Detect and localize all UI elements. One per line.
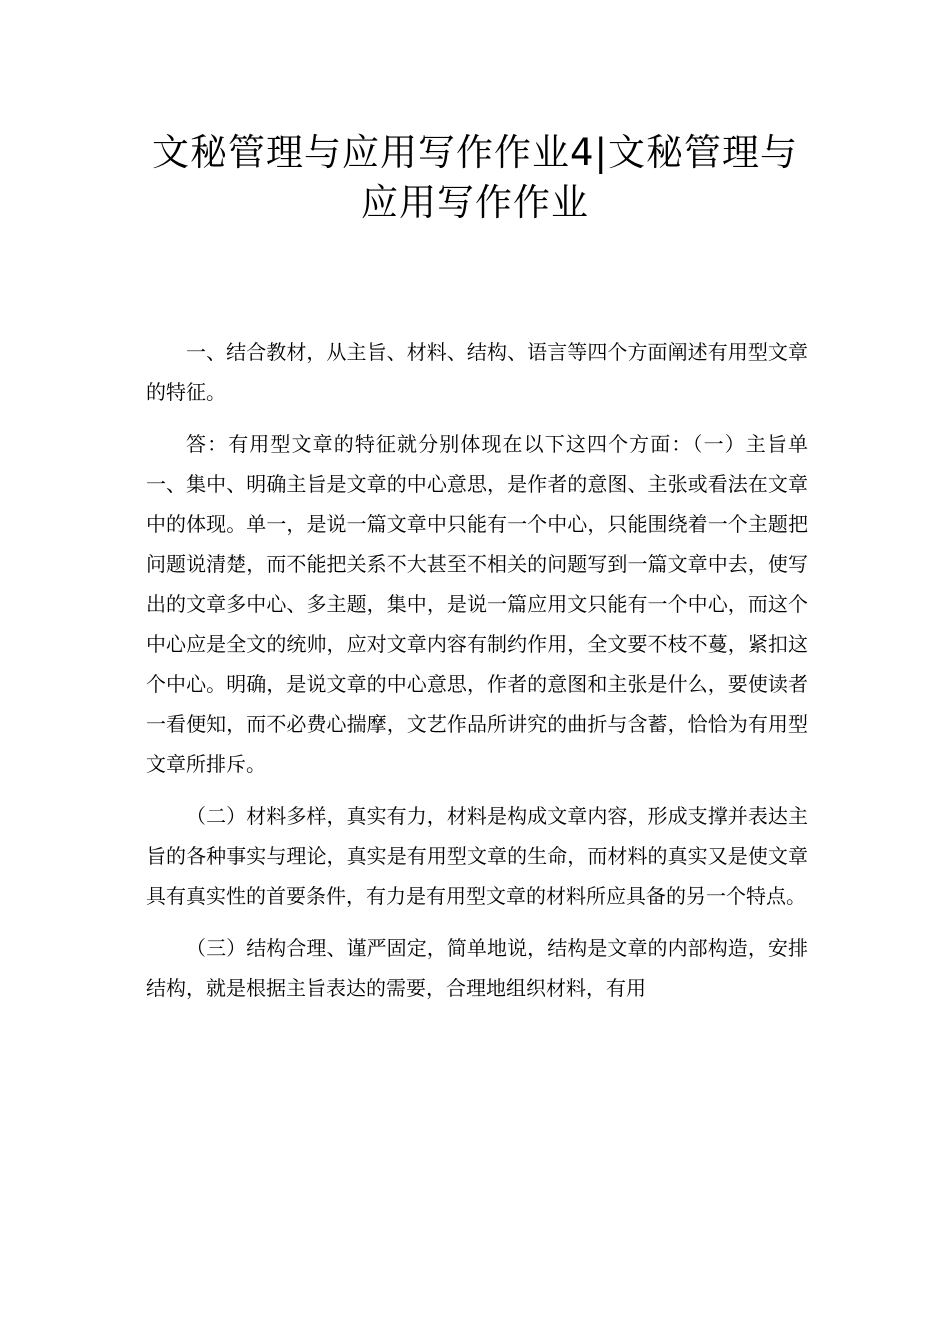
paragraph-materials: （二）材料多样，真实有力，材料是构成文章内容，形成支撑并表达主旨的各种事实与理论，真实是有用型文章的生命，而材料的真实又是使文章具有真实性的首要条件，有力是有用型文章的材料所应具备的另一个特点。 bbox=[146, 804, 808, 908]
document-body bbox=[146, 332, 808, 1020]
paragraph-question: 一、结合教材，从主旨、材料、结构、语言等四个方面阐述有用型文章的特征。 bbox=[146, 340, 808, 404]
paragraph-answer-main-idea: 答：有用型文章的特征就分别体现在以下这四个方面：（一）主旨单一、集中、明确主旨是文章的中心意思，是作者的意图、主张或看法在文章中的体现。单一，是说一篇文章中只能有一个中心，只能围绕着一个主题把问题说清楚，而不能把关系不大甚至不相关的问题写到一篇文章中去，使写出的文章多中心、多主题，集中，是说一篇应用文只能有一个中心，而这个中心应是全文的统帅，应对文章内容有制约作用，全文要不枝不蔓，紧扣这个中心。明确，是说文章的中心意思，作者的意图和主张是什么，要使读者一看便知，而不必费心揣摩，文艺作品所讲究的曲折与含蓄，恰恰为有用型文章所排斥。 bbox=[146, 432, 808, 776]
paragraph-structure: （三）结构合理、谨严固定，简单地说，结构是文章的内部构造，安排结构，就是根据主旨表达的需要，合理地组织材料，有用 bbox=[146, 936, 808, 1000]
document-title: 文秘管理与应用写作作业4|文秘管理与应用写作作业 bbox=[151, 131, 798, 224]
